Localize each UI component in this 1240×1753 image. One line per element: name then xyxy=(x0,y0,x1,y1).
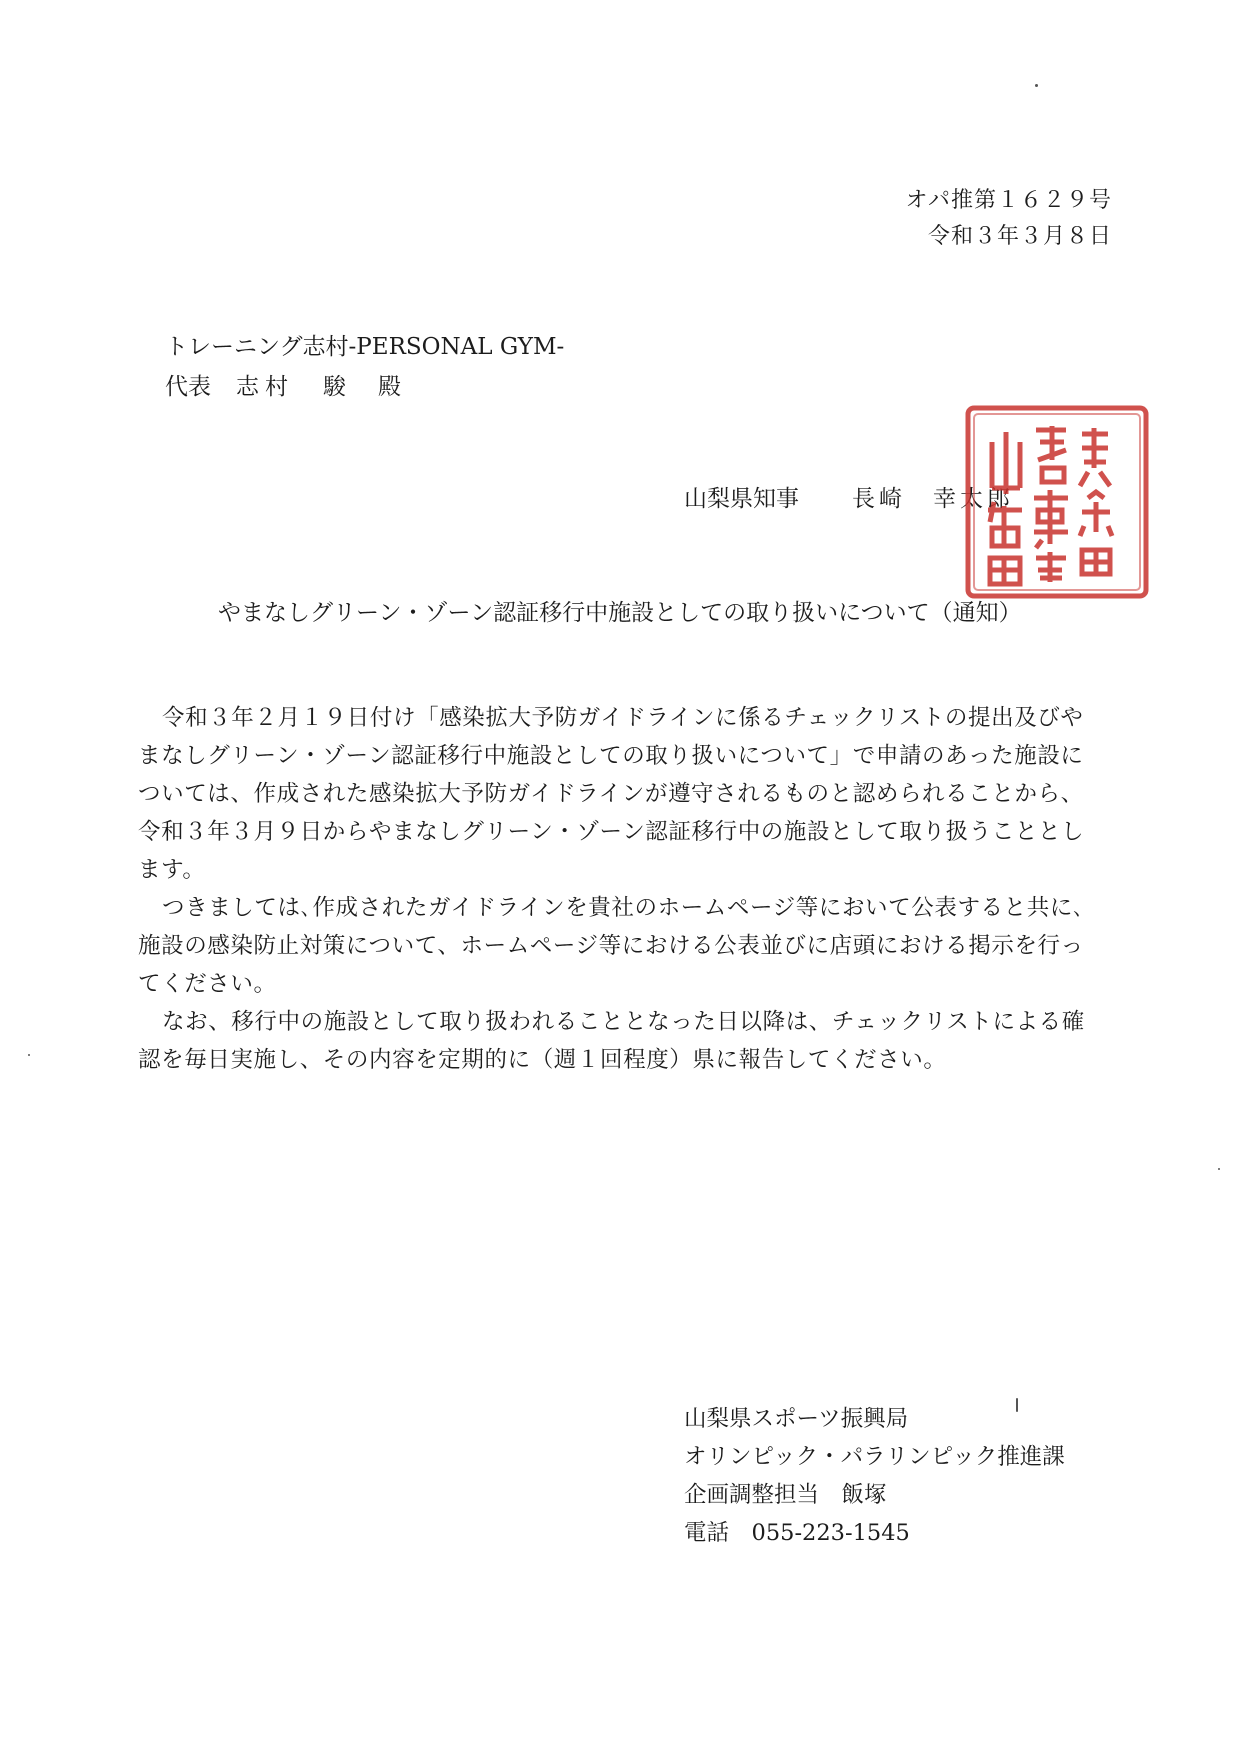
scan-speck xyxy=(1035,84,1038,87)
body-line: つきましては､作成されたガイドラインを貴社のホームページ等において公表すると共に､ xyxy=(162,895,1085,921)
document-subject: やまなしグリーン・ゾーン認証移行中施設としての取り扱いについて（通知） xyxy=(218,600,1022,626)
body-line: 令和３年３月９日からやまなしグリーン・ゾーン認証移行中の施設として取り扱うこととし xyxy=(138,819,1085,845)
body-line: ついては、作成された感染拡大予防ガイドラインが遵守されるものと認められることから、 xyxy=(138,781,1084,807)
body-line: 認を毎日実施し、その内容を定期的に（週１回程度）県に報告してください。 xyxy=(138,1047,947,1073)
body-line: なお、移行中の施設として取り扱われることとなった日以降は、チェックリストによる確 xyxy=(162,1009,1085,1035)
scan-speck xyxy=(1016,1398,1018,1412)
scan-speck xyxy=(28,1054,30,1056)
sender-title: 山梨県知事 xyxy=(684,486,799,512)
sender-name: 長崎 幸太郎 xyxy=(852,486,1014,512)
official-seal-stamp xyxy=(962,402,1152,602)
document-date: 令和３年３月８日 xyxy=(927,224,1112,249)
body-line: てください。 xyxy=(138,971,277,997)
contact-person: 企画調整担当 飯塚 xyxy=(684,1482,887,1508)
recipient-role: 代表 xyxy=(165,374,211,400)
recipient-name: 志村 駿 xyxy=(236,374,352,400)
body-line: まなしグリーン・ゾーン認証移行中施設としての取り扱いについて」で申請のあった施設に xyxy=(138,743,1084,769)
contact-phone: 電話 055-223-1545 xyxy=(684,1520,910,1546)
body-line: 施設の感染防止対策について、ホームページ等における公表並びに店頭における掲示を行っ xyxy=(138,933,1084,959)
body-line: 令和３年２月１９日付け「感染拡大予防ガイドラインに係るチェックリストの提出及びや xyxy=(162,705,1084,731)
document-number: オパ推第１６２９号 xyxy=(905,188,1112,213)
contact-section: オリンピック・パラリンピック推進課 xyxy=(684,1444,1065,1470)
recipient-organization: トレーニング志村-PERSONAL GYM- xyxy=(165,334,565,360)
contact-department: 山梨県スポーツ振興局 xyxy=(684,1406,909,1432)
scan-speck xyxy=(1218,1168,1220,1170)
recipient-honorific: 殿 xyxy=(378,374,401,400)
body-line: ます。 xyxy=(138,857,206,883)
